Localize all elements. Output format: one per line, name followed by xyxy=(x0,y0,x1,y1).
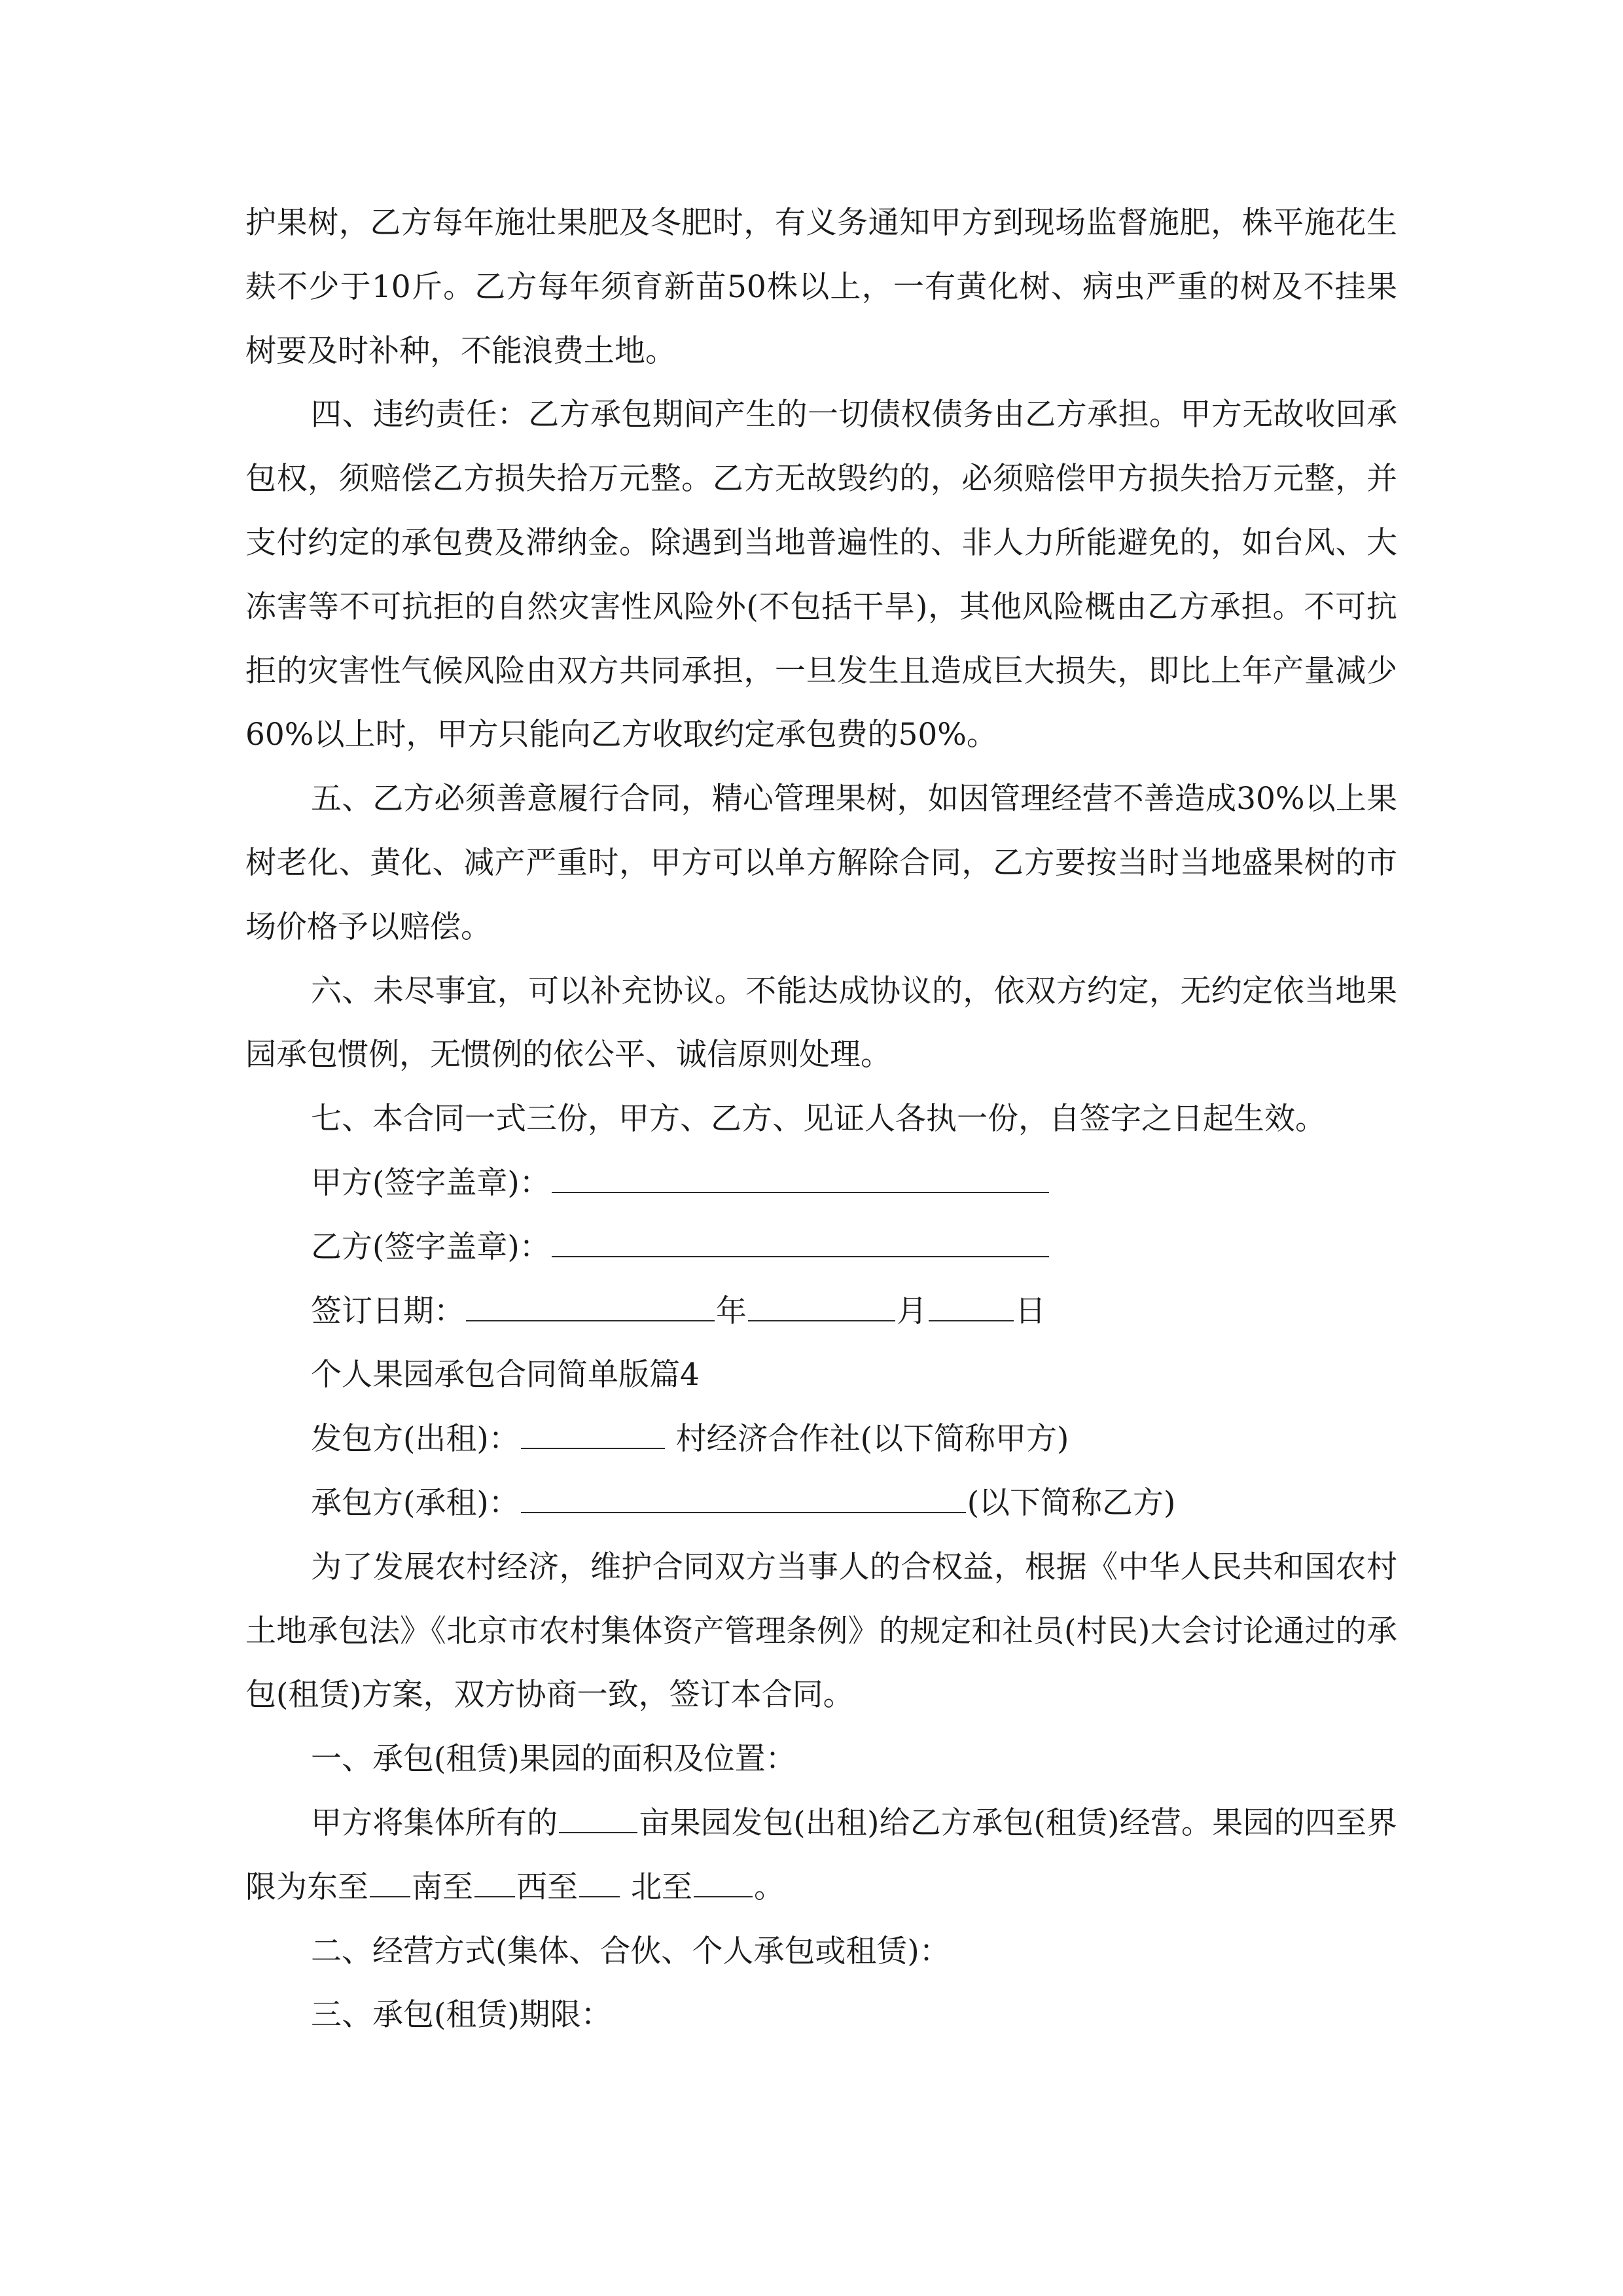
south-label: 南至 xyxy=(412,1869,473,1905)
section-title: 个人果园承包合同简单版篇4 xyxy=(311,1357,700,1393)
year-blank xyxy=(466,1294,715,1321)
north-label: 北至 xyxy=(630,1869,692,1905)
day-blank xyxy=(929,1294,1014,1321)
clause-3-title: 三、承包(租赁)期限： xyxy=(311,1997,612,2034)
clause-1-text-a: 甲方将集体所有的 xyxy=(311,1804,558,1841)
clause-2-title: 二、经营方式(集体、合伙、个人承包或租赁)： xyxy=(311,1933,950,1969)
document-body xyxy=(245,191,1397,2047)
contractee-suffix: (以下简称乙方) xyxy=(967,1484,1176,1521)
party-b-signature-blank xyxy=(552,1230,1049,1257)
preamble-paragraph: 为了发展农村经济，维护合同双方当事人的合权益，根据《中华人民共和国农村土地承包法》《北京市农村集体资产管理条例》的规定和社员(村民)大会讨论通过的承包(租赁)方案，双方协商一致，签订本合同。 xyxy=(245,1549,1397,1713)
month-blank xyxy=(748,1294,895,1321)
east-boundary-blank xyxy=(370,1870,410,1897)
paragraph-clause-6-supplement: 六、未尽事宜，可以补充协议。不能达成协议的，依双方约定，无约定依当地果园承包惯例，无惯例的依公平、诚信原则处理。 xyxy=(245,973,1397,1073)
party-b-signature-label: 乙方(签字盖章)： xyxy=(311,1229,550,1265)
north-boundary-blank xyxy=(694,1870,753,1897)
clause-1-title: 一、承包(租赁)果园的面积及位置： xyxy=(311,1741,796,1778)
party-a-signature-blank xyxy=(552,1166,1049,1193)
signing-date-label: 签订日期： xyxy=(311,1293,465,1329)
month-label: 月 xyxy=(897,1293,927,1329)
year-label: 年 xyxy=(716,1293,747,1329)
contractor-suffix: 村经济合作社(以下简称甲方) xyxy=(675,1421,1069,1458)
contractor-line xyxy=(245,1407,1397,1471)
contractee-blank xyxy=(521,1486,966,1513)
clause-1-end: 。 xyxy=(753,1869,785,1905)
party-b-signature-line xyxy=(245,1215,1397,1280)
area-blank xyxy=(559,1806,637,1833)
contractee-label: 承包方(承租)： xyxy=(311,1484,520,1521)
contractor-label: 发包方(出租)： xyxy=(311,1421,520,1458)
signing-date-line xyxy=(245,1280,1397,1344)
paragraph-clause-7-copies: 七、本合同一式三份，甲方、乙方、见证人各执一份，自签字之日起生效。 xyxy=(311,1101,1326,1138)
paragraph-clause-4-liability: 四、违约责任：乙方承包期间产生的一切债权债务由乙方承担。甲方无故收回承包权，须赔偿乙方损失拾万元整。乙方无故毁约的，必须赔偿甲方损失拾万元整，并支付约定的承包费及滞纳金。除遇到当地普遍性的、非人力所能避免的，如台风、大冻害等不可抗拒的自然灾害性风险外(不包括干旱)，其他风险概由乙方承担。不可抗拒的灾害性气候风险由双方共同承担，一旦发生且造成巨大损失，即比上年产量减少60%以上时，甲方只能向乙方收取约定承包费的50%。 xyxy=(245,397,1397,753)
west-boundary-blank xyxy=(579,1870,620,1897)
day-label: 日 xyxy=(1015,1293,1046,1329)
party-a-signature-label: 甲方(签字盖章)： xyxy=(311,1164,550,1201)
west-label: 西至 xyxy=(516,1869,578,1905)
paragraph-fruit-tree-care: 护果树，乙方每年施壮果肥及冬肥时，有义务通知甲方到现场监督施肥，株平施花生麸不少于10斤。乙方每年须育新苗50株以上，一有黄化树、病虫严重的树及不挂果树要及时补种，不能浪费土地。 xyxy=(245,205,1397,369)
paragraph-clause-5-management: 五、乙方必须善意履行合同，精心管理果树，如因管理经营不善造成30%以上果树老化、黄化、减产严重时，甲方可以单方解除合同，乙方要按当时当地盛果树的市场价格予以赔偿。 xyxy=(245,781,1397,945)
contractor-blank xyxy=(521,1422,665,1449)
party-a-signature-line xyxy=(245,1151,1397,1215)
contractee-line xyxy=(245,1471,1397,1535)
south-boundary-blank xyxy=(474,1870,515,1897)
clause-1-paragraph xyxy=(245,1791,1397,1920)
clause-1-text-b: 亩果园发包(出租)给乙方承包(租赁)经营。果园的四至界限为东至 xyxy=(245,1804,1397,1905)
